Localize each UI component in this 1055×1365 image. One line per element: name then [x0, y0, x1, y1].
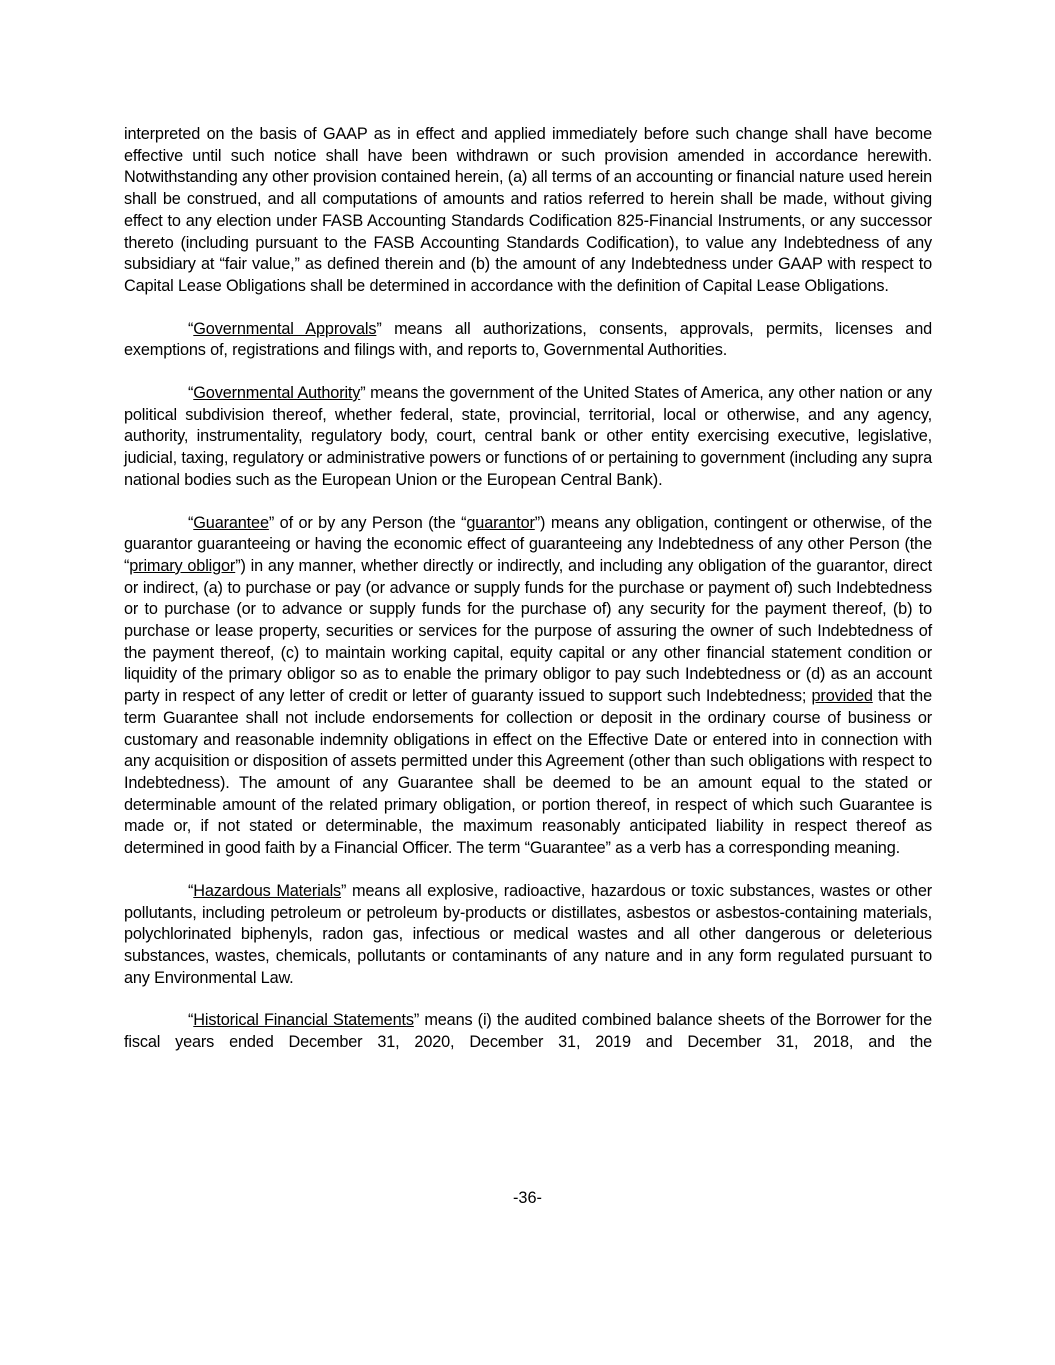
definition-text: ” means (i) the audited combined balance sheets of the Borrower for the fiscal years ended December 31, 2020, December 31, 2019 and December 31, 2018, and the	[124, 1011, 932, 1052]
definition-governmental-authority	[124, 383, 932, 492]
open-quote: “	[188, 319, 194, 338]
definition-text: ”) means any obligation, contingent or otherwise, of the guarantor guaranteeing or having the economic effect of guaranteeing any Indebtedness of any other Person (the “	[124, 513, 932, 575]
definition-hazardous-materials	[124, 881, 932, 990]
provided-term: provided	[811, 687, 873, 706]
defined-term: Hazardous Materials	[193, 881, 342, 900]
open-quote: “	[188, 384, 194, 403]
defined-term-primary-obligor: primary obligor	[129, 556, 236, 575]
page-number: -36-	[513, 1189, 542, 1207]
defined-term: Governmental Approvals	[193, 319, 377, 338]
definition-text: ” of or by any Person (the “	[268, 513, 467, 532]
definition-governmental-approvals	[124, 319, 932, 362]
definition-text: that the term Guarantee shall not include endorsements for collection or deposit in the ordinary course of business or customary and reasonable indemnity obligations in effect on the Effective Date or entered into in connection with any acquisition or disposition of assets permitted under this Agreement (other than such obligations with respect to Indebtedness). The amount of any Guarantee shall be deemed to be an amount equal to the stated or determinable amount of the related primary obligation, or portion thereof, in respect of which such Guarantee is made or, if not stated or determinable, the maximum reasonably anticipated liability in respect thereof as determined in good faith by a Financial Officer. The term “Guarantee” as a verb has a corresponding meaning.	[124, 687, 932, 858]
definition-text: ” means the government of the United States of America, any other nation or any political subdivision thereof, whether federal, state, provincial, territorial, local or otherwise, and any agency, authority, instrumentality, regulatory body, court, central bank or other entity exercising executive, legislative, judicial, taxing, regulatory or administrative powers or functions of or pertaining to government (including any supra national bodies such as the European Union or the European Central Bank).	[124, 384, 932, 489]
document-body	[124, 124, 932, 1075]
definition-guarantee	[124, 513, 932, 860]
definition-text: ” means all explosive, radioactive, hazardous or toxic substances, wastes or other pollutants, including petroleum or petroleum by-products or distillates, asbestos or asbestos-containing materials, polychlorinated biphenyls, radon gas, infectious or medical wastes and all other dangerous or deleterious substances, wastes, chemicals, pollutants or contaminants of any nature and in any form regulated pursuant to any Environmental Law.	[124, 881, 932, 987]
defined-term-guarantor: guarantor	[466, 513, 535, 532]
defined-term: Guarantee	[193, 513, 269, 532]
open-quote: “	[188, 1011, 194, 1030]
paragraph-gaap-continuation	[124, 124, 932, 298]
definition-text: ”) in any manner, whether directly or indirectly, and including any obligation of the guarantor, direct or indirect, (a) to purchase or pay (or advance or supply funds for the purchase or payment of) such Indebtedness or to purchase (or to advance or supply funds for the purchase of) any security for the payment thereof, (b) to purchase or lease property, securities or services for the purpose of assuring the owner of such Indebtedness of the payment thereof, (c) to maintain working capital, equity capital or any other financial statement condition or liquidity of the primary obligor so as to enable the primary obligor to pay such Indebtedness or (d) as an account party in respect of any letter of credit or letter of guaranty issued to support such Indebtedness;	[124, 556, 932, 706]
definition-text: ” means all authorizations, consents, approvals, permits, licenses and exemptions of, registrations and filings with, and reports to, Governmental Authorities.	[124, 319, 933, 360]
paragraph-text: interpreted on the basis of GAAP as in effect and applied immediately before such change shall have become effective until such notice shall have been withdrawn or such provision amended in accordance herewith. Notwithstanding any other provision contained herein, (a) all terms of an accounting or financial nature used herein shall be construed, and all computations of amounts and ratios referred to herein shall be made, without giving effect to any election under FASB Accounting Standards Codification 825-Financial Instruments, or any successor thereto (including pursuant to the FASB Accounting Standards Codification), to value any Indebtedness of any subsidiary at “fair value,” as defined therein and (b) the amount of any Indebtedness under GAAP with respect to Capital Lease Obligations shall be determined in accordance with the definition of Capital Lease Obligations.	[124, 125, 932, 295]
definition-historical-financial-statements	[124, 1010, 932, 1053]
defined-term: Historical Financial Statements	[193, 1011, 414, 1030]
defined-term: Governmental Authority	[193, 384, 361, 403]
open-quote: “	[188, 881, 194, 900]
open-quote: “	[188, 513, 194, 532]
